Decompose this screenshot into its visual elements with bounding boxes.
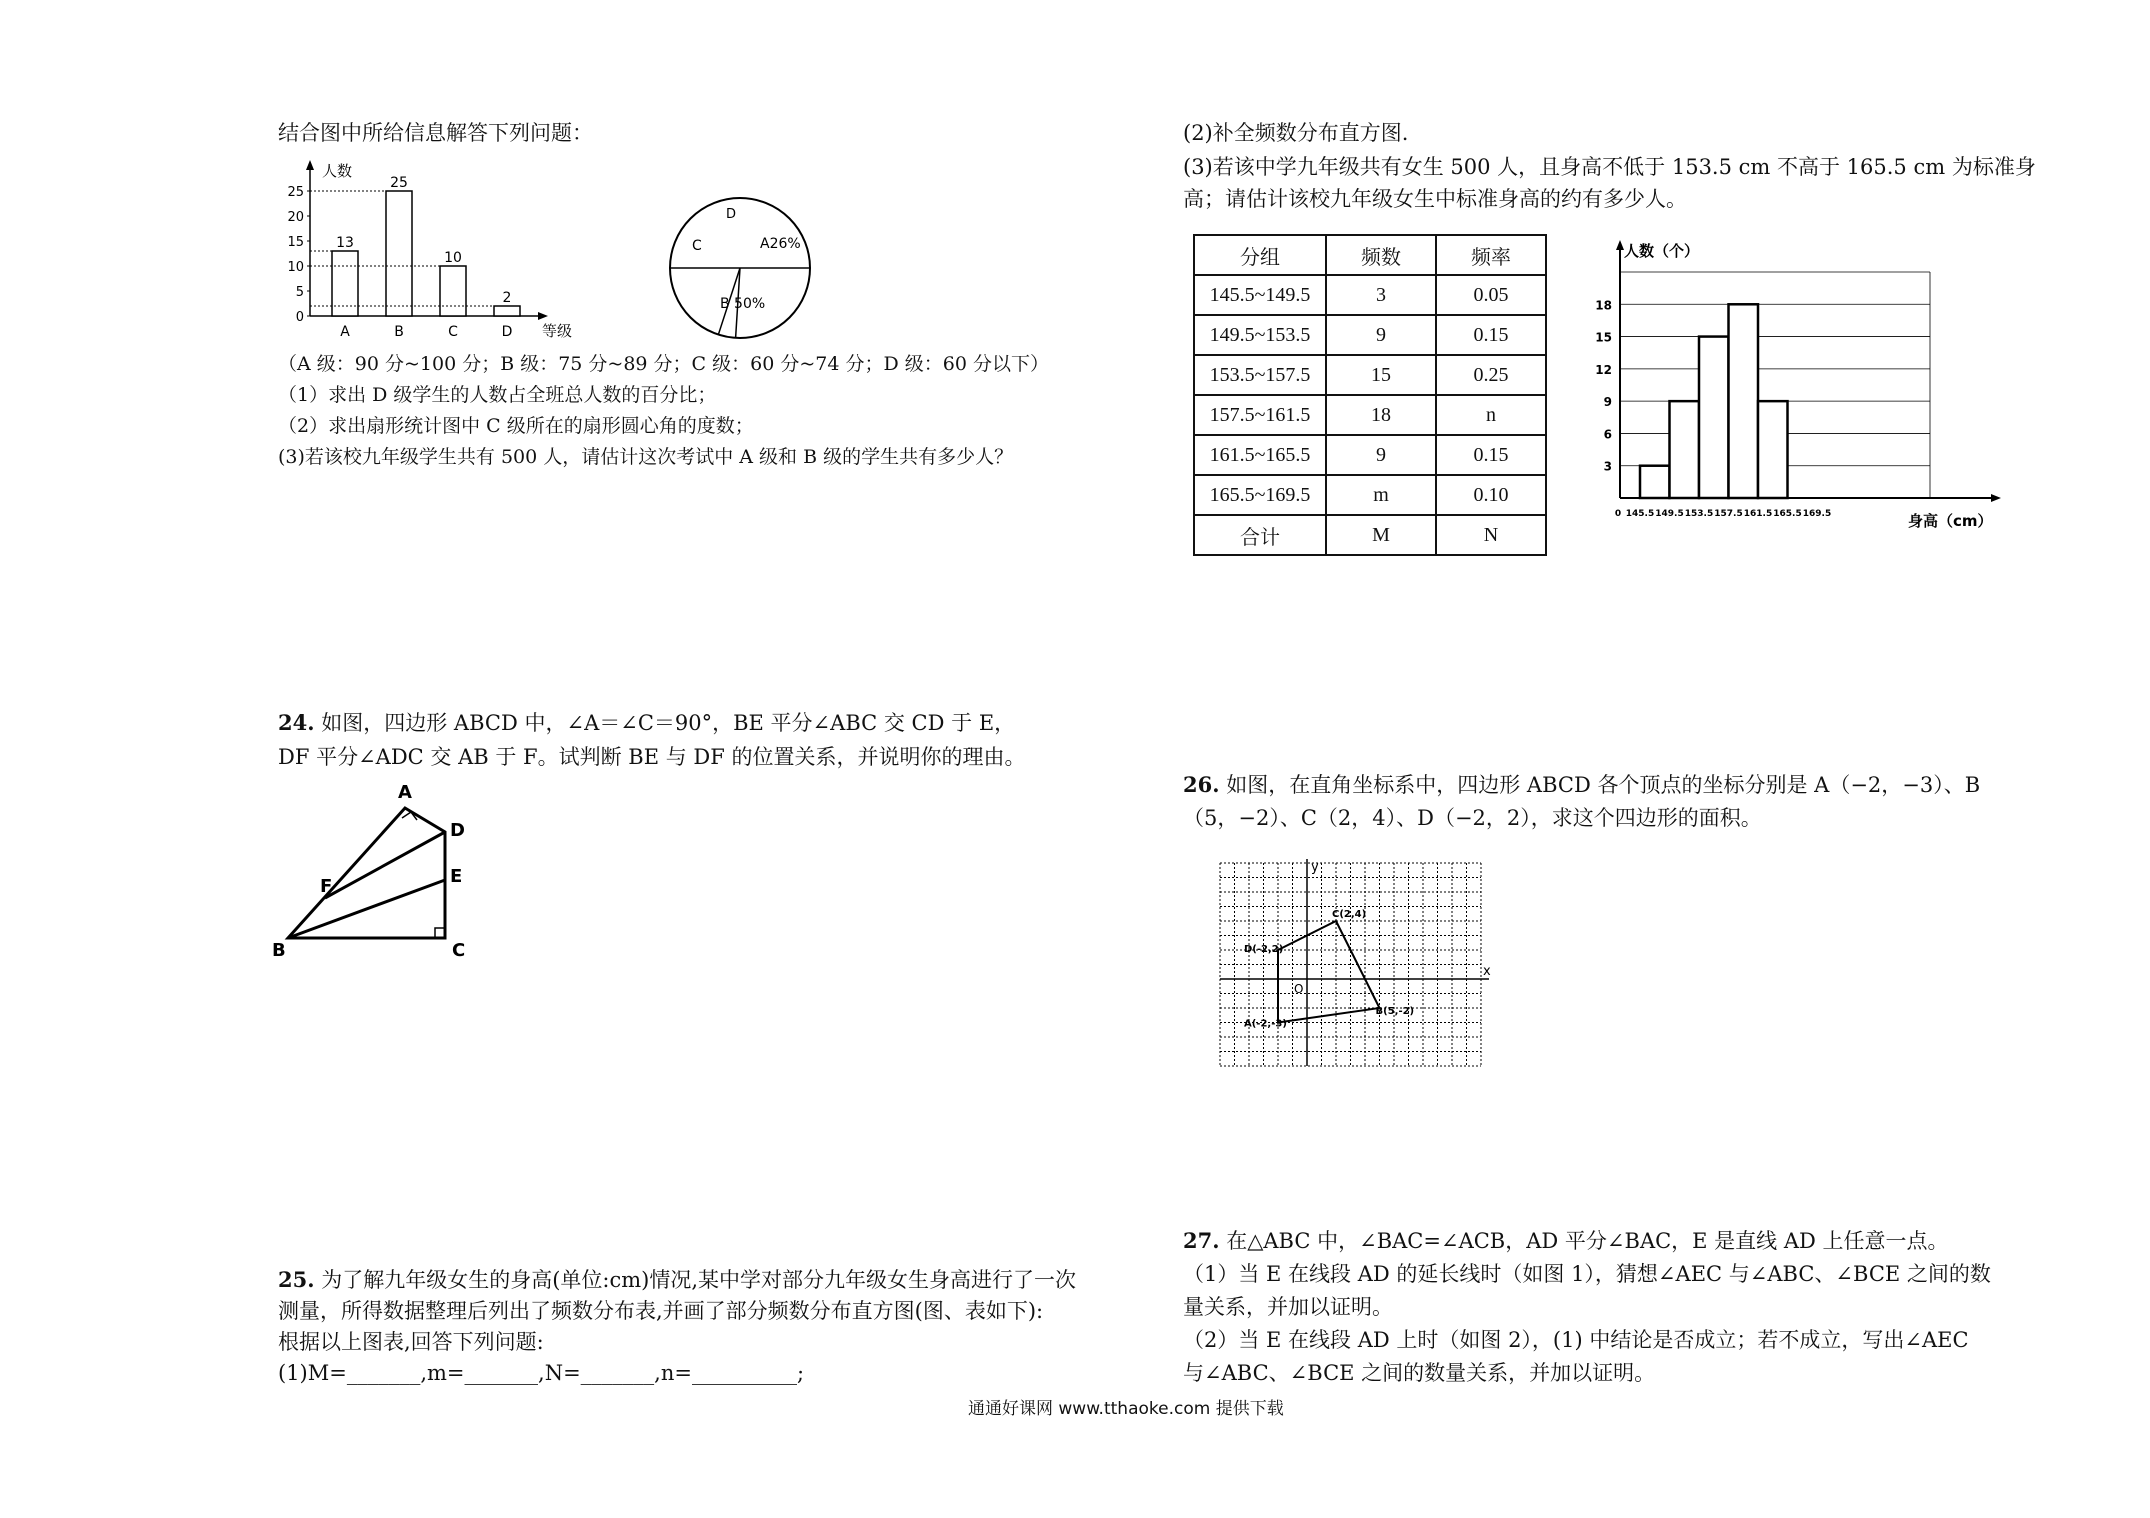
x-tick-label: 157.5 xyxy=(1714,509,1743,519)
y-tick-label: 15 xyxy=(287,235,304,250)
pie-label-C: C xyxy=(692,238,702,254)
table-cell: 165.5~169.5 xyxy=(1194,475,1326,515)
table-cell: 0.25 xyxy=(1436,355,1546,395)
y-tick-label: 25 xyxy=(287,185,304,200)
problem-27-number: 27. xyxy=(1183,1228,1220,1253)
y-axis-label: 人数（个） xyxy=(1624,242,1700,260)
table-row xyxy=(1194,275,1546,315)
y-tick-label: 6 xyxy=(1603,427,1612,442)
grade-pie-chart xyxy=(660,188,820,348)
y-tick-label: 12 xyxy=(1595,362,1612,377)
bar xyxy=(386,191,412,316)
x-tick-label: 169.5 xyxy=(1802,509,1832,519)
bar xyxy=(494,306,520,316)
problem-26-number: 26. xyxy=(1183,772,1220,797)
histogram-bar xyxy=(1729,304,1759,498)
height-histogram xyxy=(1590,236,2010,546)
x-tick-label: C xyxy=(448,324,458,340)
y-tick-label: 18 xyxy=(1595,298,1612,313)
table-cell: 3 xyxy=(1326,275,1436,315)
table-cell: n xyxy=(1436,395,1546,435)
x-tick-label: 165.5 xyxy=(1773,509,1802,519)
y-tick-label: 10 xyxy=(287,260,304,275)
table-cell: 18 xyxy=(1326,395,1436,435)
grade-bar-chart xyxy=(280,158,580,343)
origin-label: O xyxy=(1294,982,1304,996)
problem-27-line5: 与∠ABC、∠BCE 之间的数量关系，并加以证明。 xyxy=(1183,1361,1656,1385)
bar-data-label: 13 xyxy=(336,235,354,251)
table-cell: 157.5~161.5 xyxy=(1194,395,1326,435)
x-tick-label: 161.5 xyxy=(1743,509,1773,519)
pie-label-D: D xyxy=(726,207,737,222)
histogram-bar xyxy=(1699,337,1729,498)
y-tick-label: 9 xyxy=(1603,395,1612,410)
problem-24-line1 xyxy=(278,708,1015,738)
pie-label-B: B 50% xyxy=(720,296,766,312)
y-tick-label: 15 xyxy=(1595,330,1612,345)
histogram-bar xyxy=(1758,401,1788,498)
table-cell: 153.5~157.5 xyxy=(1194,355,1326,395)
problem-27-line4: （2）当 E 在线段 AD 上时（如图 2），(1) 中结论是否成立；若不成立，写出∠AEC xyxy=(1183,1328,1969,1352)
table-cell: 0.15 xyxy=(1436,315,1546,355)
bar-data-label: 2 xyxy=(502,290,512,306)
table-row xyxy=(1194,475,1546,515)
x-tick-label: 145.5 xyxy=(1625,509,1655,519)
table-cell: 145.5~149.5 xyxy=(1194,275,1326,315)
label-C: C xyxy=(452,940,466,960)
x-axis-arrow xyxy=(538,312,548,320)
table-cell: 9 xyxy=(1326,315,1436,355)
histogram-bar xyxy=(1640,466,1670,498)
page-footer: 通通好课网 www.tthaoke.com 提供下载 xyxy=(968,1399,1284,1419)
problem-25-line3: 根据以上图表,回答下列问题: xyxy=(278,1330,544,1354)
point-label-C: C(2,4) xyxy=(1332,909,1367,920)
problem-25-line1 xyxy=(278,1265,1076,1295)
label-F: F xyxy=(320,876,333,897)
table-header-row xyxy=(1194,235,1546,275)
x-axis-label: 等级 xyxy=(542,322,573,340)
bar-data-label: 25 xyxy=(390,175,408,191)
y-axis-label: 人数 xyxy=(322,162,353,180)
problem-24-text-1: 如图，四边形 ABCD 中，∠A＝∠C＝90°，BE 平分∠ABC 交 CD 于 E， xyxy=(321,711,1016,735)
table-cell: 0.10 xyxy=(1436,475,1546,515)
problem-24-number: 24. xyxy=(278,710,315,735)
bar-data-label: 10 xyxy=(444,250,462,266)
problem-25-number: 25. xyxy=(278,1267,315,1292)
x-axis-arrow xyxy=(1991,494,2001,502)
x-tick-label: 0 xyxy=(1614,509,1622,519)
question-r3-line2: 高；请估计该校九年级女生中标准身高的约有多少人。 xyxy=(1183,187,1687,211)
histogram-bar xyxy=(1670,401,1700,498)
question-2: （2）求出扇形统计图中 C 级所在的扇形圆心角的度数； xyxy=(278,415,754,437)
y-axis-label: y xyxy=(1311,860,1319,875)
point-label-B: B(5,-2) xyxy=(1375,1006,1415,1017)
problem-27-text-1: 在△ABC 中，∠BAC=∠ACB，AD 平分∠BAC，E 是直线 AD 上任意一点。 xyxy=(1226,1229,1949,1253)
problem-27-line1 xyxy=(1183,1226,1949,1256)
table-row xyxy=(1194,395,1546,435)
table-cell: 0.05 xyxy=(1436,275,1546,315)
table-header: 频数 xyxy=(1326,235,1436,275)
grade-legend-note: （A 级：90 分~100 分；B 级：75 分~89 分；C 级：60 分~74 分；D 级：60 分以下） xyxy=(278,353,1049,375)
label-A: A xyxy=(398,782,412,803)
y-tick-label: 5 xyxy=(295,285,304,300)
bar xyxy=(440,266,466,316)
y-tick-label: 20 xyxy=(287,210,304,225)
problem-26-line1 xyxy=(1183,770,1980,800)
table-cell: N xyxy=(1436,515,1546,555)
table-header: 频率 xyxy=(1436,235,1546,275)
x-axis-label: 身高（cm） xyxy=(1908,512,1993,530)
table-row xyxy=(1194,435,1546,475)
x-tick-label: 149.5 xyxy=(1655,509,1684,519)
problem-26-text-1: 如图，在直角坐标系中，四边形 ABCD 各个顶点的坐标分别是 A（−2，−3）、B xyxy=(1226,773,1981,797)
y-tick-label: 0 xyxy=(295,310,304,325)
intro-text: 结合图中所给信息解答下列问题： xyxy=(278,121,593,145)
table-cell: 9 xyxy=(1326,435,1436,475)
table-row xyxy=(1194,355,1546,395)
frequency-table xyxy=(1193,234,1547,556)
coordinate-grid-figure xyxy=(1215,855,1505,1080)
question-r2: (2)补全频数分布直方图. xyxy=(1183,121,1409,145)
question-r3-line1: (3)若该中学九年级共有女生 500 人，且身高不低于 153.5 cm 不高于 165.5 cm 为标准身 xyxy=(1183,155,2036,179)
label-D: D xyxy=(450,820,465,841)
x-axis-label: x xyxy=(1483,964,1491,979)
problem-25-text-1: 为了解九年级女生的身高(单位:cm)情况,某中学对部分九年级女生身高进行了一次 xyxy=(321,1268,1077,1292)
pie-label-A: A26% xyxy=(760,236,801,252)
table-cell: 0.15 xyxy=(1436,435,1546,475)
quadrilateral-ABCD xyxy=(1278,921,1380,1023)
y-axis-arrow xyxy=(1616,240,1624,250)
table-cell: 161.5~165.5 xyxy=(1194,435,1326,475)
table-cell: M xyxy=(1326,515,1436,555)
question-3: (3)若该校九年级学生共有 500 人，请估计这次考试中 A 级和 B 级的学生共有多少人？ xyxy=(278,446,1014,468)
x-tick-label: D xyxy=(501,324,513,340)
y-tick-label: 3 xyxy=(1603,459,1612,474)
point-label-D: D(-2,2) xyxy=(1244,944,1284,955)
problem-25-line4: (1)M=_______,m=_______,N=_______,n=__________; xyxy=(278,1361,805,1385)
quadrilateral-figure-24 xyxy=(270,780,480,960)
table-row xyxy=(1194,515,1546,555)
y-axis-arrow xyxy=(306,160,314,170)
x-tick-label: A xyxy=(340,324,350,340)
problem-27-line3: 量关系，并加以证明。 xyxy=(1183,1295,1393,1319)
table-cell: m xyxy=(1326,475,1436,515)
x-tick-label: B xyxy=(394,324,404,340)
problem-24-line2: DF 平分∠ADC 交 AB 于 F。试判断 BE 与 DF 的位置关系，并说明你的理由。 xyxy=(278,745,1026,769)
problem-27-line2: （1）当 E 在线段 AD 的延长线时（如图 1），猜想∠AEC 与∠ABC、∠BCE 之间的数 xyxy=(1183,1262,1991,1286)
table-row xyxy=(1194,315,1546,355)
x-tick-label: 153.5 xyxy=(1684,509,1714,519)
table-cell: 149.5~153.5 xyxy=(1194,315,1326,355)
question-1: （1）求出 D 级学生的人数占全班总人数的百分比； xyxy=(278,384,717,406)
problem-26-line2: （5，−2）、C（2，4）、D（−2，2），求这个四边形的面积。 xyxy=(1183,806,1762,830)
problem-25-line2: 测量，所得数据整理后列出了频数分布表,并画了部分频数分布直方图(图、表如下): xyxy=(278,1299,1044,1323)
label-E: E xyxy=(450,866,463,887)
table-cell: 15 xyxy=(1326,355,1436,395)
point-label-A: A(-2,-3) xyxy=(1244,1018,1287,1030)
table-header: 分组 xyxy=(1194,235,1326,275)
table-cell: 合计 xyxy=(1194,515,1326,555)
label-B: B xyxy=(272,940,286,960)
